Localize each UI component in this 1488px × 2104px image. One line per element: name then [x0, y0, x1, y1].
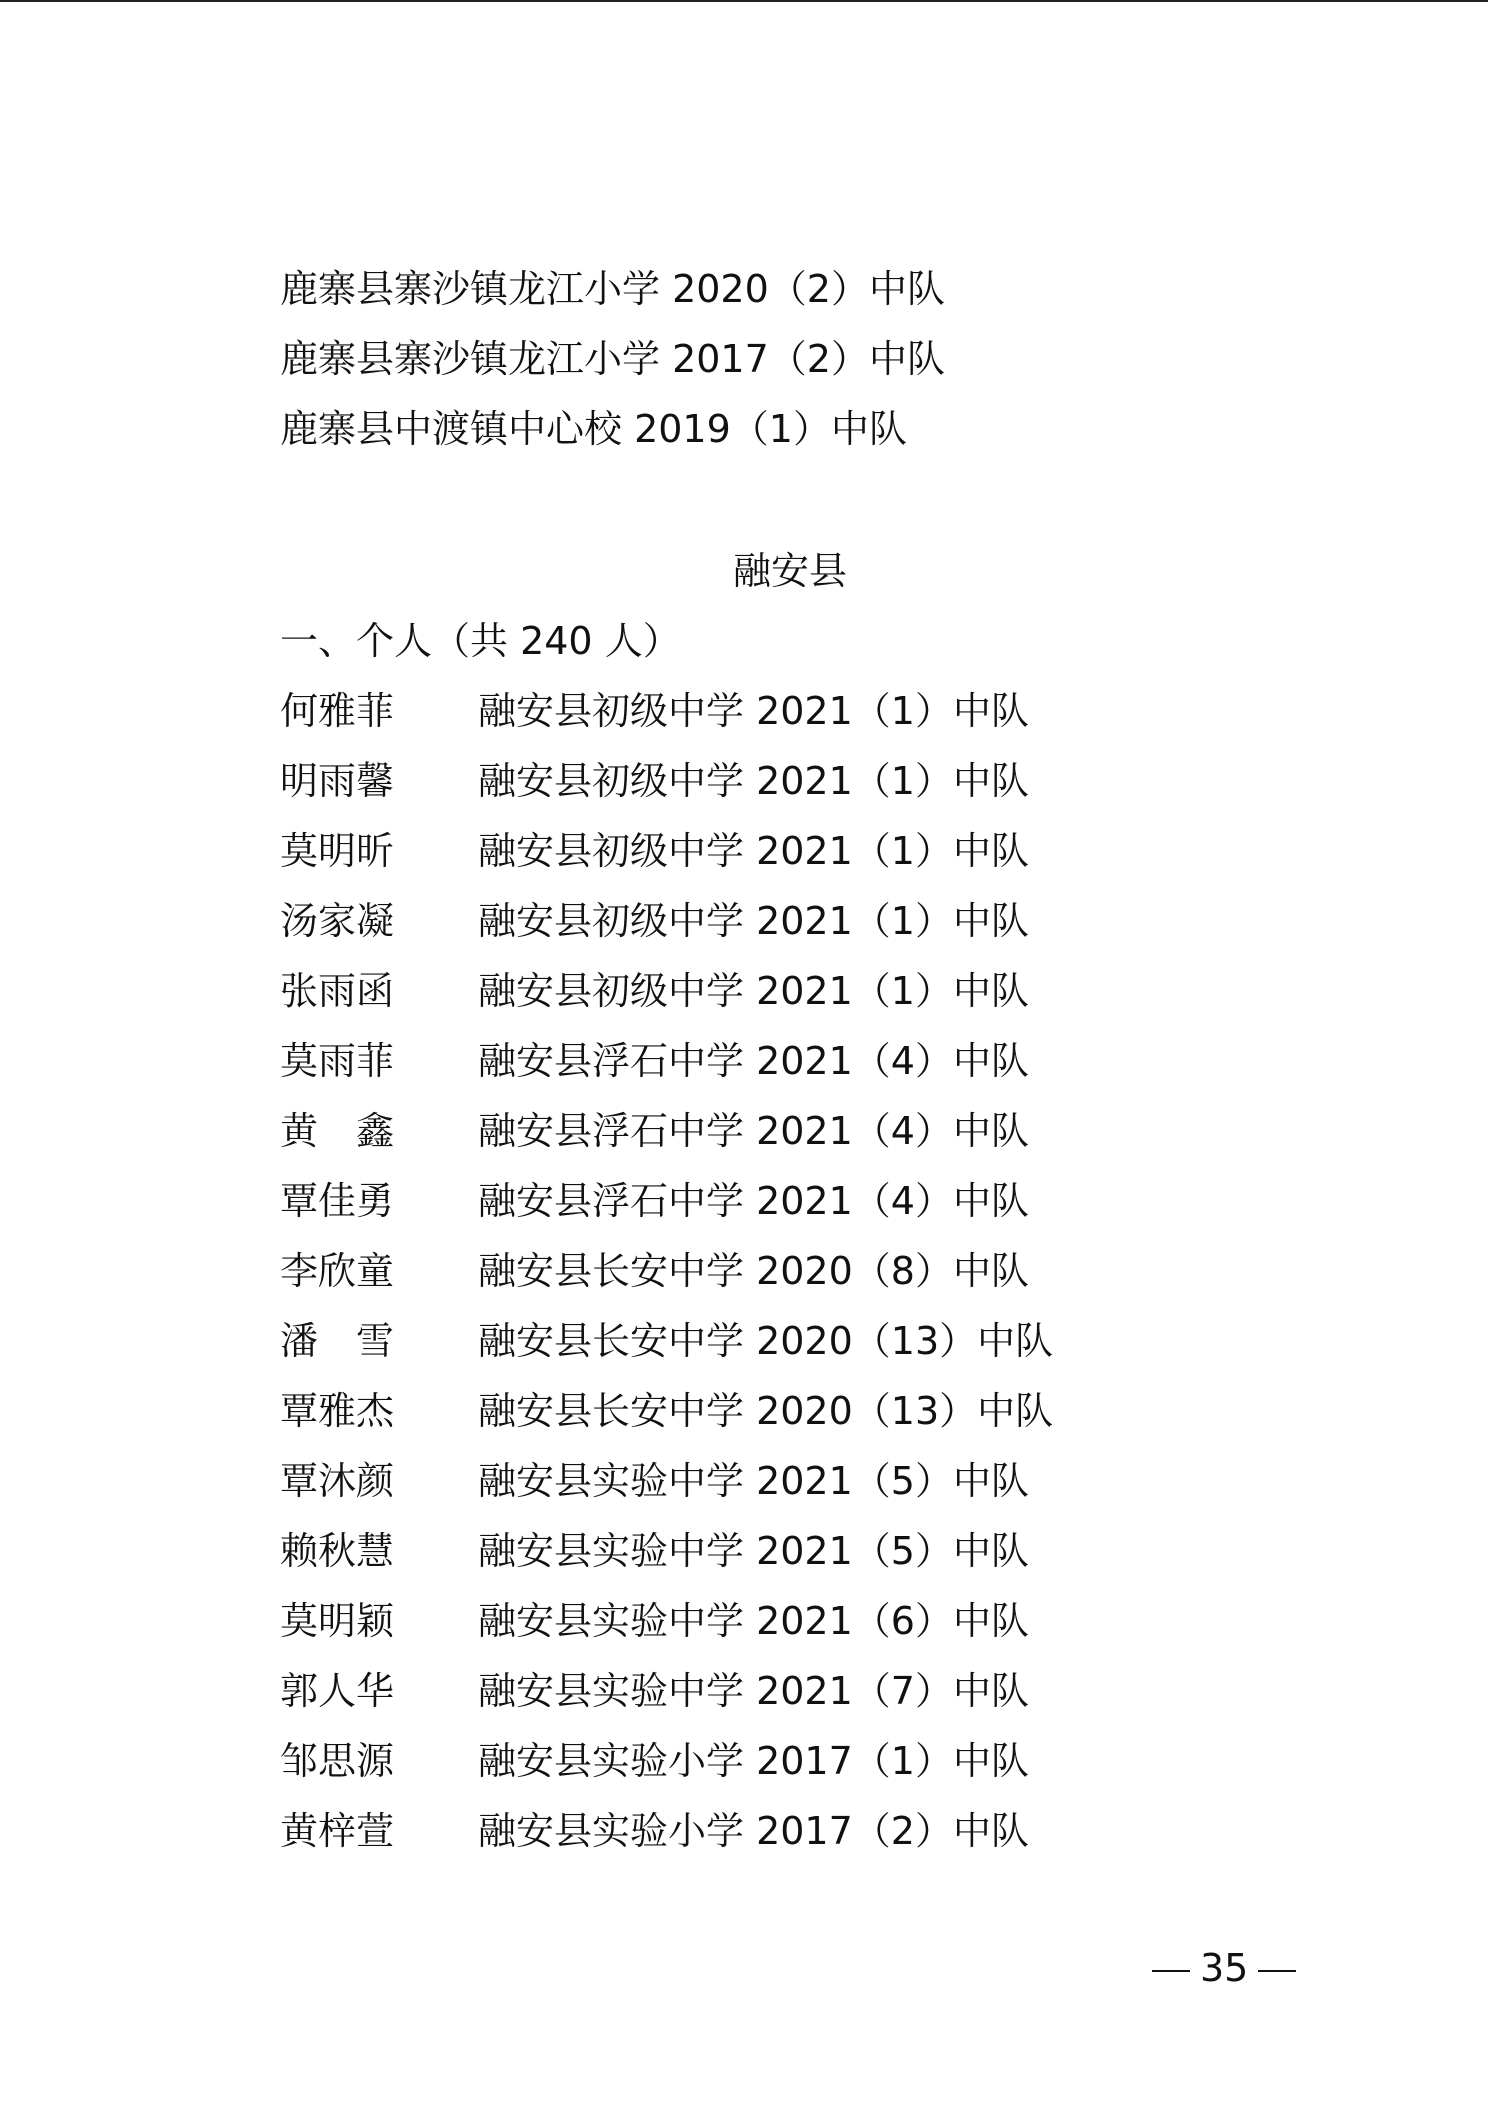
unit-name: 融安县初级中学 2021（1）中队	[478, 829, 1029, 873]
unit-name: 融安县初级中学 2021（1）中队	[478, 899, 1029, 943]
person-name: 覃雅杰	[280, 1389, 395, 1433]
unit-name: 融安县实验中学 2021（5）中队	[478, 1459, 1029, 1503]
person-name: 覃沐颜	[280, 1459, 395, 1503]
person-name: 赖秋慧	[280, 1529, 395, 1573]
person-name: 李欣童	[280, 1249, 395, 1293]
unit-name: 融安县浮石中学 2021（4）中队	[478, 1179, 1029, 1223]
right-dash	[1258, 1970, 1296, 1972]
unit-name: 融安县长安中学 2020（13）中队	[478, 1319, 1054, 1363]
person-name: 潘 雪	[280, 1319, 395, 1363]
person-name: 覃佳勇	[280, 1179, 395, 1223]
left-dash	[1152, 1970, 1190, 1972]
section-heading: 一、个人（共 240 人）	[280, 619, 681, 663]
unit-name: 融安县长安中学 2020（13）中队	[478, 1389, 1054, 1433]
person-name: 汤家凝	[280, 899, 395, 943]
unit-name: 融安县实验中学 2021（7）中队	[478, 1669, 1029, 1713]
page-footer	[1142, 1943, 1306, 1993]
person-name: 张雨函	[280, 969, 395, 1013]
person-name: 黄 鑫	[280, 1109, 395, 1153]
unit-name: 融安县初级中学 2021（1）中队	[478, 759, 1029, 803]
person-name: 郭人华	[280, 1669, 395, 1713]
county-heading: 融安县	[732, 549, 847, 593]
unit-name: 融安县实验中学 2021（5）中队	[478, 1529, 1029, 1573]
person-name: 何雅菲	[280, 689, 395, 733]
page-number: 35	[1200, 1946, 1249, 1990]
unit-name: 融安县实验小学 2017（1）中队	[478, 1739, 1029, 1783]
person-name: 莫明颖	[280, 1599, 395, 1643]
unit-name: 融安县实验小学 2017（2）中队	[478, 1809, 1029, 1853]
unit-name: 融安县实验中学 2021（6）中队	[478, 1599, 1029, 1643]
person-name: 明雨馨	[280, 759, 395, 803]
intro-line: 鹿寨县寨沙镇龙江小学 2020（2）中队	[280, 267, 945, 311]
unit-name: 融安县初级中学 2021（1）中队	[478, 969, 1029, 1013]
person-name: 莫明昕	[280, 829, 395, 873]
person-name: 黄梓萱	[280, 1809, 395, 1853]
person-name: 莫雨菲	[280, 1039, 395, 1083]
unit-name: 融安县浮石中学 2021（4）中队	[478, 1039, 1029, 1083]
person-name: 邹思源	[280, 1739, 395, 1783]
unit-name: 融安县长安中学 2020（8）中队	[478, 1249, 1029, 1293]
intro-line: 鹿寨县寨沙镇龙江小学 2017（2）中队	[280, 337, 945, 381]
intro-line: 鹿寨县中渡镇中心校 2019（1）中队	[280, 407, 907, 451]
unit-name: 融安县初级中学 2021（1）中队	[478, 689, 1029, 733]
unit-name: 融安县浮石中学 2021（4）中队	[478, 1109, 1029, 1153]
